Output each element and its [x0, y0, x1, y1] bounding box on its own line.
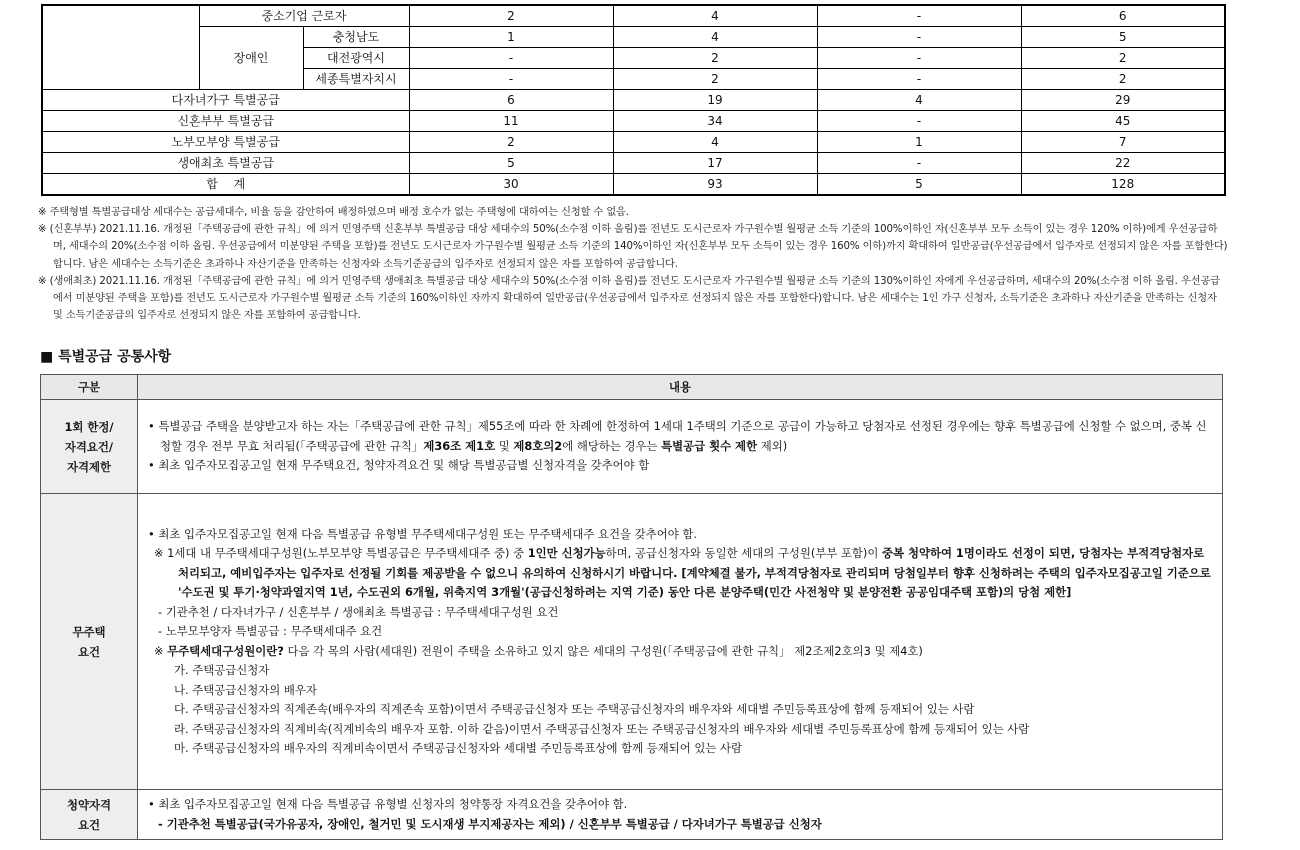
bullet-item: • 최초 입주자모집공고일 현재 다음 특별공급 유형별 신청자의 청약통장 자격요건을 갖추어야 함.	[148, 797, 628, 811]
label-line: 자격제한	[66, 459, 111, 474]
table-cell: 22	[1021, 153, 1225, 174]
table-cell: 6	[1021, 5, 1225, 27]
total-label: 합 계	[42, 174, 409, 196]
list-item: 마. 주택공급신청자의 배우자의 직계비속이면서 주택공급신청자와 세대별 주민등록표상에 함께 등재되어 있는 사람	[174, 741, 742, 755]
row-content	[138, 790, 1223, 840]
note-item	[154, 544, 1214, 603]
table-cell: 4	[613, 27, 817, 48]
table-cell: -	[817, 27, 1021, 48]
table-row	[42, 27, 1225, 48]
table-cell: 128	[1021, 174, 1225, 196]
common-matters-table	[40, 374, 1223, 840]
label-line: 요건	[77, 817, 100, 832]
bullet-item: • 최초 입주자모집공고일 현재 다음 특별공급 유형별 무주택세대구성원 또는 무주택세대주 요건을 갖추어야 함.	[148, 526, 697, 541]
bold-text: 제36조 제1호	[423, 438, 496, 453]
text: 및	[495, 438, 514, 453]
table-cell: 7	[1021, 132, 1225, 153]
bullet-item: • 최초 입주자모집공고일 현재 무주택요건, 청약자격요건 및 해당 특별공급별 신청자격을 갖추어야 함	[148, 458, 650, 473]
row-label	[41, 400, 138, 494]
table-cell: 중소기업 근로자	[199, 5, 409, 27]
table-row	[42, 153, 1225, 174]
table-cell: 4	[613, 132, 817, 153]
table-row-total	[42, 174, 1225, 196]
table-cell: 6	[409, 90, 613, 111]
note-item	[154, 642, 1214, 662]
table-cell: 4	[817, 90, 1021, 111]
text: • 특별공급 주택을 분양받고자 하는 자는「주택공급에 관한 규칙」제55조에 따라 한 차례에 한정하여 1세대 1주택의 기준으로 공급이 가능하고 당첨자로 선정된 경우에는 향후 특별공급에 신청할 수 없으며, 중복 신청할 경우 전부 무효 처리됨(「주택공급에 관한 규칙」	[148, 419, 1207, 453]
row-label	[41, 790, 138, 840]
header-content: 내용	[138, 375, 1223, 400]
text: ※ 1세대 내 무주택세대구성원(노부모부양 특별공급은 무주택세대주 중) 중	[154, 546, 528, 560]
text: 에 해당하는 경우는	[562, 438, 662, 453]
text: ※	[154, 643, 168, 658]
table-cell: 45	[1021, 111, 1225, 132]
label-line: 1회 한정/	[64, 419, 114, 434]
table-cell: 29	[1021, 90, 1225, 111]
bold-text: 무주택세대구성원이란?	[167, 643, 284, 658]
bold-text: 1인만 신청가능	[527, 546, 606, 560]
table-cell: 2	[1021, 69, 1225, 90]
footnote: ※ (신혼부부) 2021.11.16. 개정된「주택공급에 관한 규칙」에 의거 민영주택 신혼부부 특별공급 대상 세대수의 50%(소수점 이하 올림)를 전년도 도시근로자 가구원수별 월평균 소득 기준의 100%이하인 자(신혼부부 모두 소득이 있는 경우 120% 이하)에게 우선공급하며, 세대수의 20%(소수점 이하 올림. 우선공급에서 미분양된 주택을 포함)를 전년도 도시근로자 가구원수별 월평균 소득 기준의 140%이하인 자(신혼부부 모두 소득이 있는 경우 160% 이하)까지 확대하여 일반공급(우선공급에서 입주자로 선정되지 않은 자를 포함한다)합니다. 남은 세대수는 소득기준은 초과하나 자산기준을 만족하는 신청자와 소득기준공급의 입주자로 선정되지 않은 자를 포함하여 공급합니다.	[38, 224, 1228, 270]
label-line: 무주택	[72, 624, 106, 639]
table-row	[41, 790, 1223, 840]
footnote: ※ 주택형별 특별공급대상 세대수는 공급세대수, 비율 등을 감안하여 배정하였으며 배정 호수가 없는 주택형에 대하여는 신청할 수 없음.	[38, 207, 629, 218]
list-item: 나. 주택공급신청자의 배우자	[174, 682, 317, 697]
table-cell: 5	[1021, 27, 1225, 48]
dash-item: - 노부모부양자 특별공급 : 무주택세대주 요건	[158, 624, 383, 638]
table-cell: 30	[409, 174, 613, 196]
section-title: ■ 특별공급 공통사항	[40, 349, 172, 365]
table-cell: -	[817, 111, 1021, 132]
text: 다음 각 목의 사람(세대원) 전원이 주택을 소유하고 있지 않은 세대의 구성원(「주택공급에 관한 규칙」 제2조제2호의3 및 제4호)	[283, 643, 923, 658]
bold-text: 제8호의2	[513, 438, 563, 453]
table-cell: 17	[613, 153, 817, 174]
table-cell: -	[409, 69, 613, 90]
table-row	[42, 5, 1225, 27]
table-cell: -	[817, 69, 1021, 90]
table-cell: 대전광역시	[303, 48, 409, 69]
table-cell: 2	[1021, 48, 1225, 69]
table-row	[42, 111, 1225, 132]
list-item: 다. 주택공급신청자의 직계존속(배우자의 직계존속 포함)이면서 주택공급신청자 또는 주택공급신청자의 배우자와 세대별 주민등록표상에 함께 등재되어 있는 사람	[174, 702, 975, 716]
text: 하며, 공급신청자와 동일한 세대의 구성원(부부 포함)이	[605, 546, 882, 560]
table-cell: 장애인	[199, 27, 303, 90]
table-row	[41, 400, 1223, 494]
footnotes	[38, 204, 1228, 324]
row-content	[138, 400, 1223, 494]
table-cell: 세종특별자치시	[303, 69, 409, 90]
table-cell: 신혼부부 특별공급	[42, 111, 409, 132]
table-cell: 4	[613, 5, 817, 27]
dash-item: - 기관추천 / 다자녀가구 / 신혼부부 / 생애최초 특별공급 : 무주택세대구성원 요건	[158, 604, 559, 619]
table-cell	[42, 5, 199, 90]
label-line: 요건	[77, 644, 100, 659]
table-cell: 노부모부양 특별공급	[42, 132, 409, 153]
bold-text: 중복 청약하여 1명이라도 선정이 되면, 당첨자는 부적격당첨자로 처리되고, 예비입주자는 입주자로 선정될 기회를 제공받을 수 없으니 유의하여 신청하시기 바랍니다. [계약체결 불가, 부적격당첨자로 관리되며 당첨일부터 향후 신청하려는 주택의 입주자모집공고일 기준으로 '수도권 및 투기·청약과열지역 1년, 수도권외 6개월, 위축지역 3개월'(공급신청하려는 지역 기준) 동안 다른 분양주택(민간 사전청약 및 분양전환 공공임대주택 포함)의 당첨 제한]	[178, 546, 1211, 599]
table-cell: -	[817, 48, 1021, 69]
table-cell: 5	[409, 153, 613, 174]
table-cell: 충청남도	[303, 27, 409, 48]
bullet-item	[148, 417, 1214, 456]
table-cell: 34	[613, 111, 817, 132]
list-item: 가. 주택공급신청자	[174, 663, 270, 677]
text: 제외)	[757, 438, 788, 453]
table-cell: 2	[409, 5, 613, 27]
row-label	[41, 494, 138, 790]
row-content	[138, 494, 1223, 790]
table-cell: -	[817, 153, 1021, 174]
table-cell: 1	[409, 27, 613, 48]
table-row	[41, 494, 1223, 790]
supply-quota-table	[41, 4, 1226, 196]
table-cell: 5	[817, 174, 1021, 196]
list-item: 라. 주택공급신청자의 직계비속(직계비속의 배우자 포함. 이하 같음)이면서 주택공급신청자 또는 주택공급신청자의 배우자와 세대별 주민등록표상에 함께 등재되어 있는 사람	[174, 721, 1030, 736]
label-line: 자격요건/	[64, 439, 114, 454]
table-cell: 19	[613, 90, 817, 111]
table-header-row	[41, 375, 1223, 400]
table-cell: 다자녀가구 특별공급	[42, 90, 409, 111]
header-category: 구분	[41, 375, 138, 400]
table-cell: 2	[613, 69, 817, 90]
label-line: 청약자격	[66, 797, 111, 812]
table-cell: 2	[613, 48, 817, 69]
table-cell: -	[409, 48, 613, 69]
table-cell: 1	[817, 132, 1021, 153]
table-cell: 11	[409, 111, 613, 132]
table-cell: 93	[613, 174, 817, 196]
table-row	[42, 90, 1225, 111]
table-row	[42, 132, 1225, 153]
table-cell: 2	[409, 132, 613, 153]
table-cell: -	[817, 5, 1021, 27]
bold-text: 특별공급 횟수 제한	[661, 438, 758, 453]
footnote: ※ (생애최초) 2021.11.16. 개정된「주택공급에 관한 규칙」에 의거 민영주택 생애최초 특별공급 대상 세대수의 50%(소수점 이하 올림)를 전년도 도시근로자 가구원수별 월평균 소득 기준의 130%이하인 자에게 우선공급하며, 세대수의 20%(소수점 이하 올림. 우선공급에서 미분양된 주택을 포함)를 전년도 도시근로자 가구원수별 월평균 소득 기준의 160%이하인 자까지 확대하여 일반공급(우선공급에서 입주자로 선정되지 않은 자를 포함한다)합니다. 남은 세대수는 1인 가구 신청자, 소득기준은 초과하나 자산기준을 만족하는 신청자 및 소득기준공급의 입주자로 선정되지 않은 자를 포함하여 공급합니다.	[38, 275, 1220, 322]
dash-item: - 기관추천 특별공급(국가유공자, 장애인, 철거민 및 도시재생 부지제공자는 제외) / 신혼부부 특별공급 / 다자녀가구 특별공급 신청자	[158, 816, 822, 831]
table-cell: 생애최초 특별공급	[42, 153, 409, 174]
